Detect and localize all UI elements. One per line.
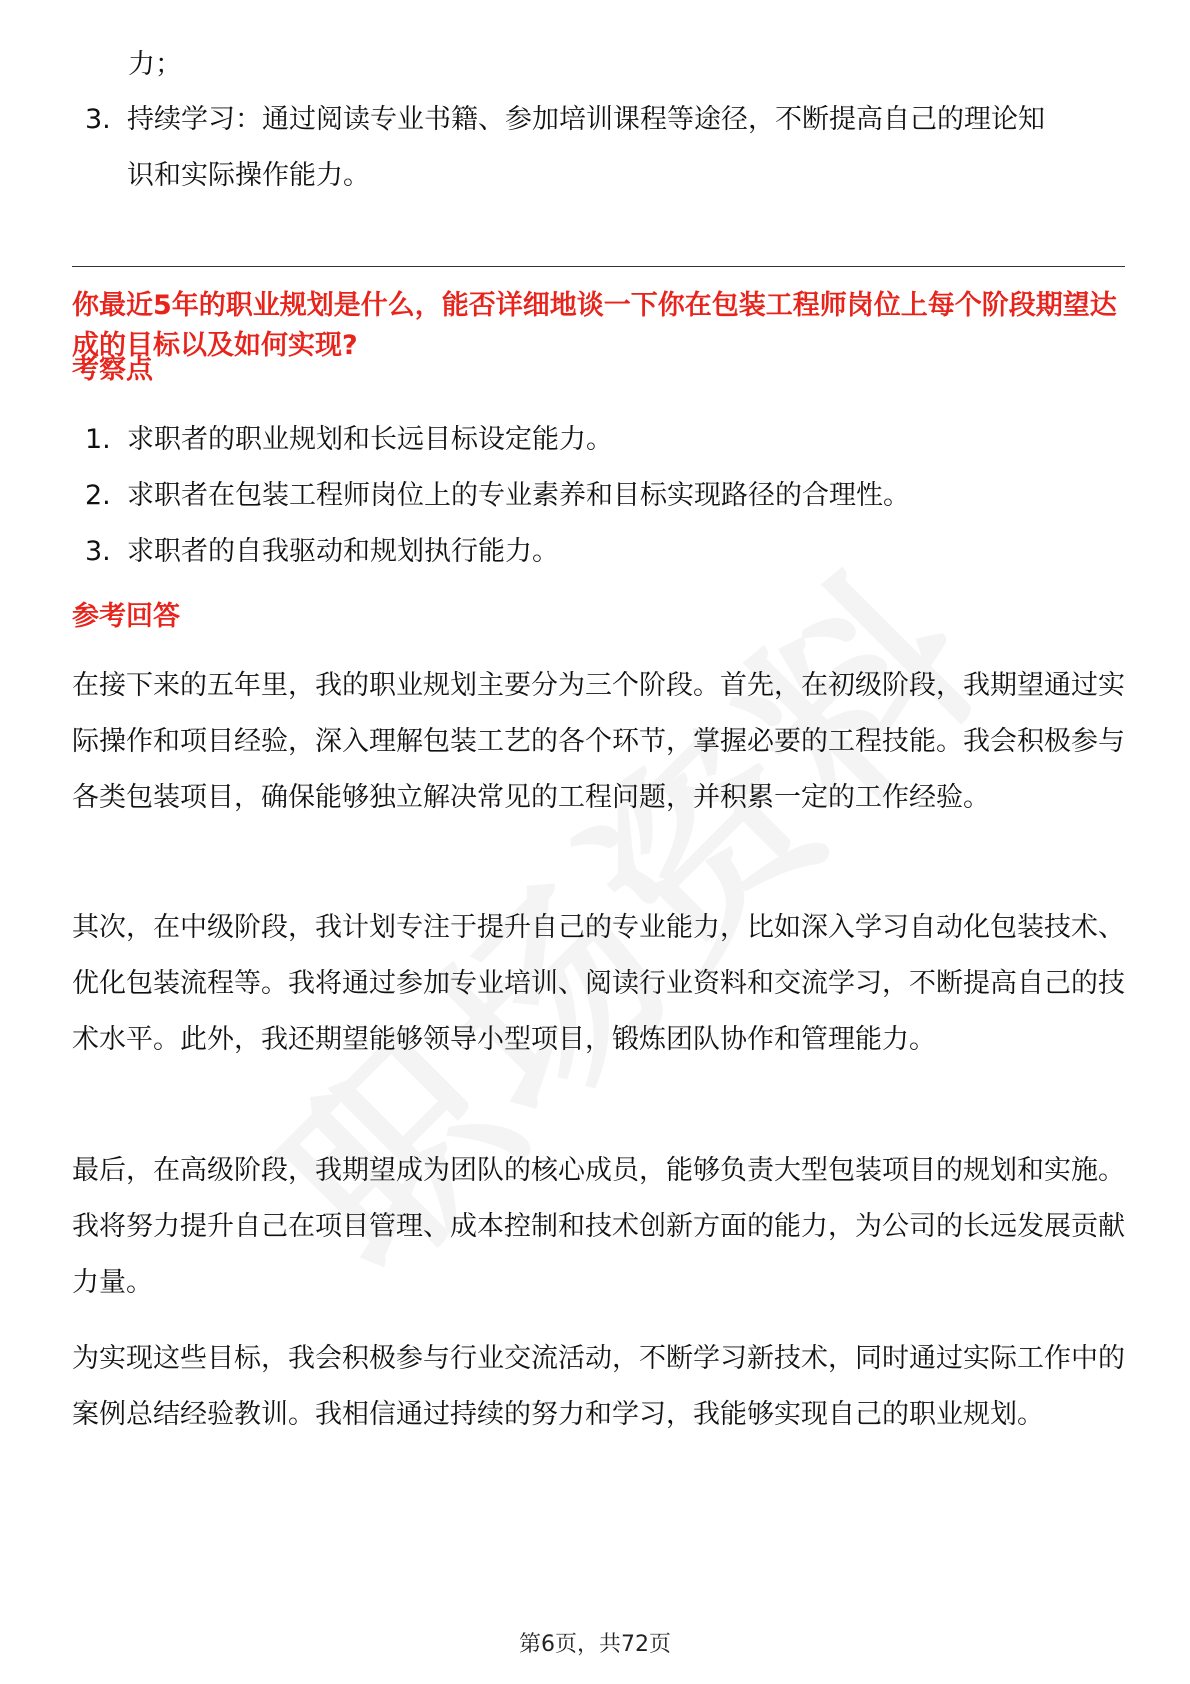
continuation-text: 力；	[128, 49, 182, 80]
list-item	[72, 468, 910, 524]
list-text-line: 持续学习：通过阅读专业书籍、参加培训课程等途径，不断提高自己的理论知	[127, 104, 1045, 135]
list-number: 1.	[85, 424, 111, 455]
list-item	[72, 524, 910, 580]
section-divider	[72, 266, 1125, 267]
list-number: 3.	[85, 536, 111, 567]
answer-paragraph: 最后，在高级阶段，我期望成为团队的核心成员，能够负责大型包装项目的规划和实施。我将努力提升自己在项目管理、成本控制和技术创新方面的能力，为公司的长远发展贡献力量。	[72, 1155, 1125, 1298]
inspection-label: 考察点	[72, 354, 153, 385]
page-footer: 第6页，共72页	[519, 1632, 671, 1657]
list-text-line: 识和实际操作能力。	[127, 160, 370, 191]
answer-paragraph: 其次，在中级阶段，我计划专注于提升自己的专业能力，比如深入学习自动化包装技术、优化包装流程等。我将通过参加专业培训、阅读行业资料和交流学习，不断提高自己的技术水平。此外，我还期望能够领导小型项目，锻炼团队协作和管理能力。	[72, 912, 1125, 1055]
list-text: 求职者的职业规划和长远目标设定能力。	[127, 424, 613, 455]
answer-paragraph: 在接下来的五年里，我的职业规划主要分为三个阶段。首先，在初级阶段，我期望通过实际操作和项目经验，深入理解包装工艺的各个环节，掌握必要的工程技能。我会积极参与各类包装项目，确保能够独立解决常见的工程问题，并积累一定的工作经验。	[72, 670, 1125, 813]
question-heading: 你最近5年的职业规划是什么，能否详细地谈一下你在包装工程师岗位上每个阶段期望达成的目标以及如何实现?	[72, 290, 1117, 361]
list-text: 求职者的自我驱动和规划执行能力。	[127, 536, 559, 567]
list-number: 3.	[85, 104, 111, 135]
list-number: 2.	[85, 480, 111, 511]
top-list	[72, 92, 1045, 204]
list-item	[72, 92, 1045, 204]
answer-label: 参考回答	[72, 601, 180, 632]
inspection-list	[72, 412, 910, 580]
list-item	[72, 412, 910, 468]
list-text: 求职者在包装工程师岗位上的专业素养和目标实现路径的合理性。	[127, 480, 910, 511]
answer-paragraph: 为实现这些目标，我会积极参与行业交流活动，不断学习新技术，同时通过实际工作中的案例总结经验教训。我相信通过持续的努力和学习，我能够实现自己的职业规划。	[72, 1343, 1125, 1430]
